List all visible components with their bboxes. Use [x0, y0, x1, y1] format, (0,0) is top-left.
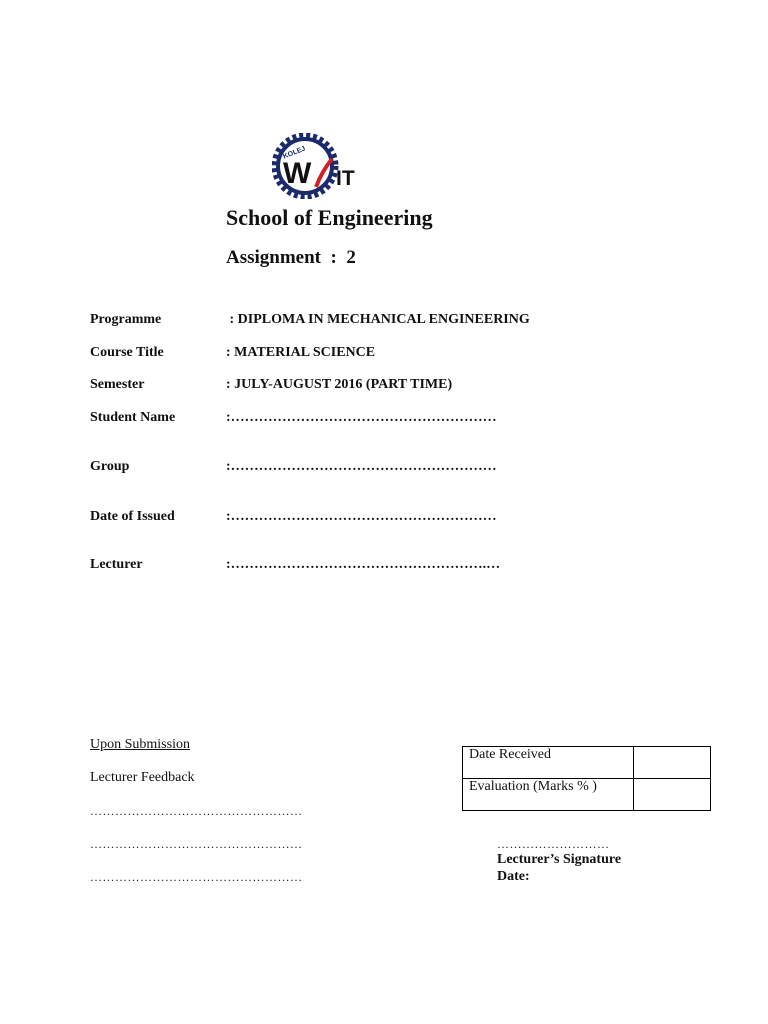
date-received-label: Date Received	[463, 747, 634, 779]
logo-ring-text: KOLEJ	[282, 145, 307, 161]
field-value-programme: : DIPLOMA IN MECHANICAL ENGINEERING	[226, 312, 530, 327]
field-label-lecturer: Lecturer	[90, 557, 143, 572]
evaluation-marks-value[interactable]	[634, 779, 711, 811]
upon-submission-heading: Upon Submission	[90, 737, 190, 752]
evaluation-table	[462, 746, 711, 811]
logo-mark-text: W	[283, 157, 312, 190]
date-received-value[interactable]	[634, 747, 711, 779]
feedback-line[interactable]: ……………………………………………	[90, 870, 303, 884]
field-label-student-name: Student Name	[90, 410, 176, 425]
field-value-date-of-issued[interactable]: :…………………………………………………	[226, 509, 497, 524]
field-label-semester: Semester	[90, 377, 145, 392]
signature-date-label: Date:	[497, 869, 530, 884]
field-value-group[interactable]: :…………………………………………………	[226, 459, 497, 474]
logo-suffix-text: IT	[336, 167, 355, 190]
table-row	[463, 779, 711, 811]
field-value-semester: : JULY-AUGUST 2016 (PART TIME)	[226, 377, 453, 392]
field-label-course-title: Course Title	[90, 345, 164, 360]
field-label-programme: Programme	[90, 312, 162, 327]
assignment-title: Assignment : 2	[226, 247, 356, 268]
feedback-line[interactable]: ……………………………………………	[90, 837, 303, 851]
field-label-group: Group	[90, 459, 130, 474]
college-logo	[272, 133, 368, 199]
evaluation-marks-label: Evaluation (Marks % )	[463, 779, 634, 811]
feedback-line[interactable]: ……………………………………………	[90, 804, 303, 818]
field-value-student-name[interactable]: :…………………………………………………	[226, 410, 497, 425]
field-value-lecturer[interactable]: :……………………………………………….…	[226, 557, 501, 572]
field-value-course-title: : MATERIAL SCIENCE	[226, 345, 376, 360]
signature-line[interactable]: ………………………	[497, 837, 610, 851]
lecturer-signature-label: Lecturer’s Signature	[497, 852, 622, 867]
school-title: School of Engineering	[226, 205, 433, 230]
field-label-date-of-issued: Date of Issued	[90, 509, 175, 524]
table-row	[463, 747, 711, 779]
lecturer-feedback-label: Lecturer Feedback	[90, 770, 195, 785]
